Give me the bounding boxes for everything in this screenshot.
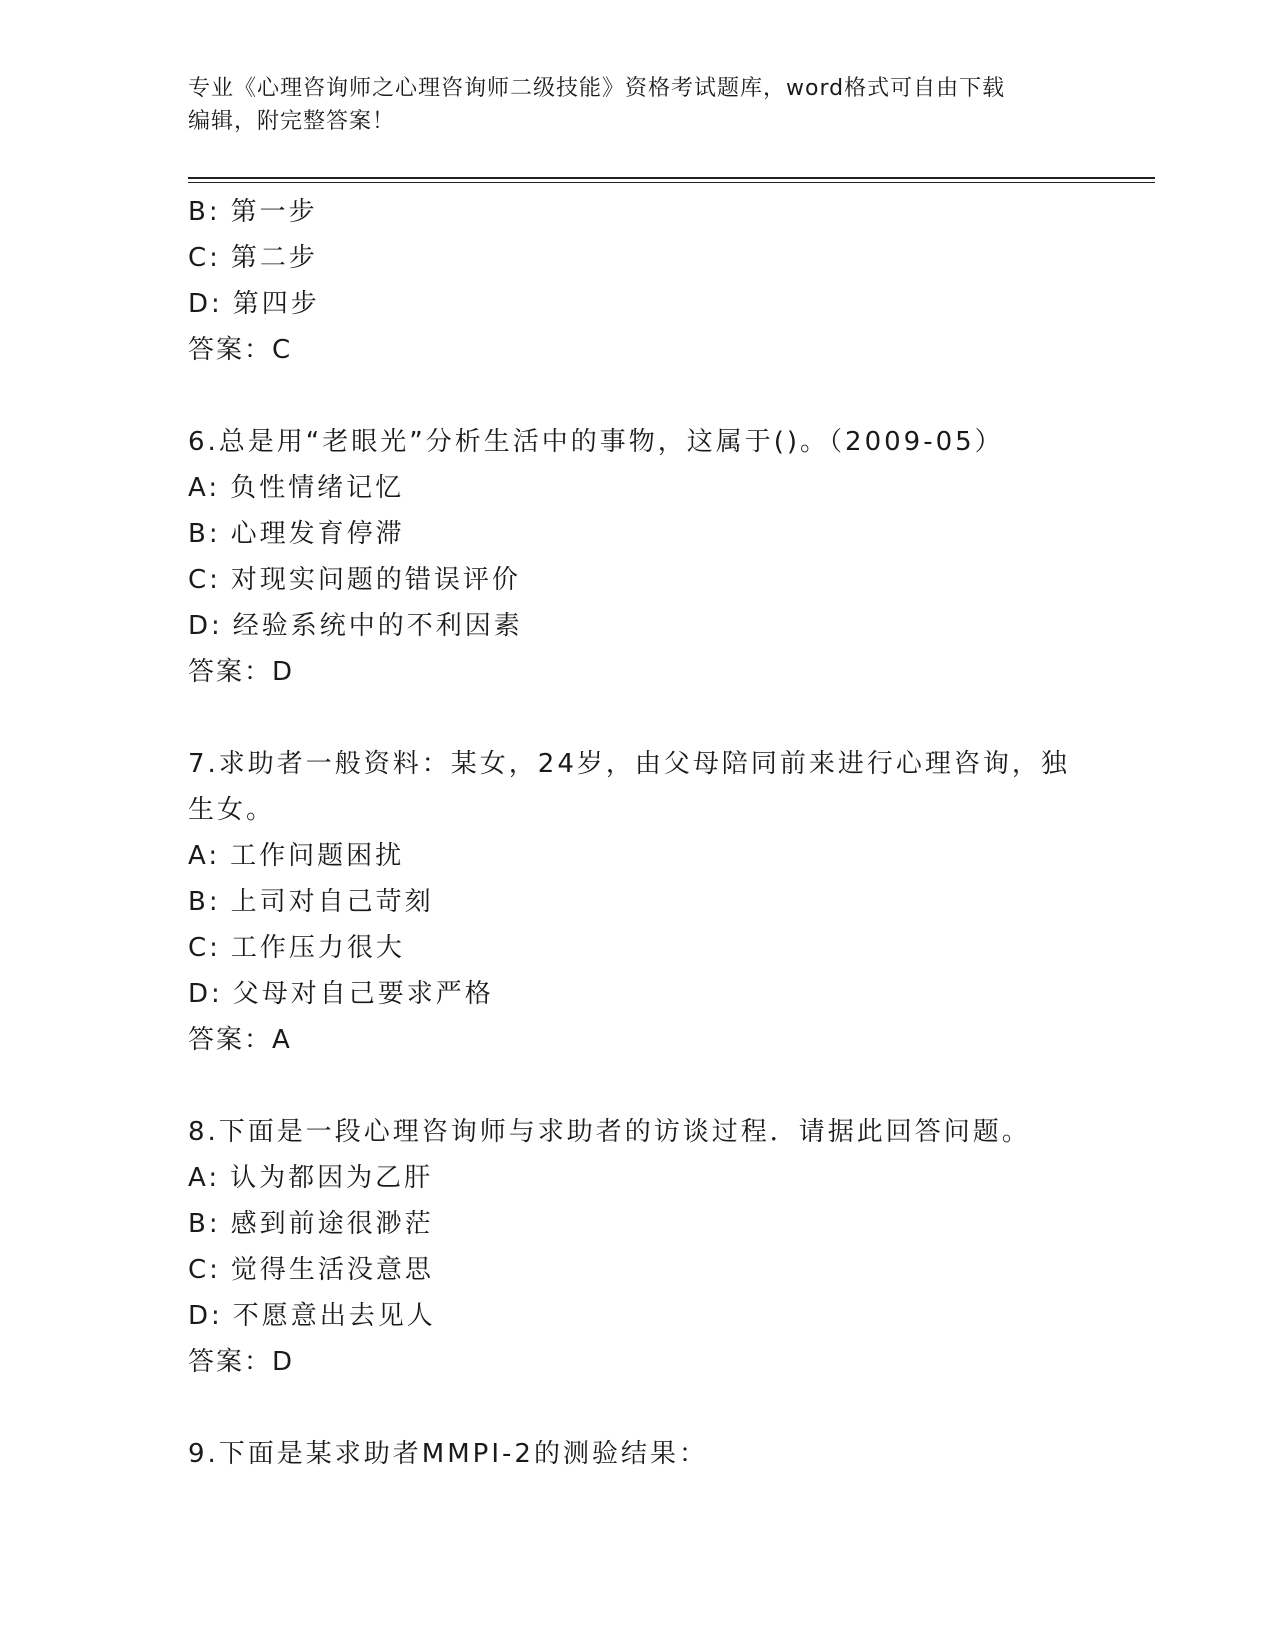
option-key: A:: [188, 473, 221, 503]
question-9: [188, 1431, 1088, 1477]
option-text: 经验系统中的不利因素: [232, 611, 523, 641]
header-line-1: 专业《心理咨询师之心理咨询师二级技能》资格考试题库，word格式可自由下载: [188, 76, 1006, 101]
question-text: 8.下面是一段心理咨询师与求助者的访谈过程．请据此回答问题。: [188, 1117, 1031, 1147]
option-key: C:: [188, 1255, 221, 1285]
option-key: B:: [188, 1209, 221, 1239]
option-key: C:: [188, 565, 221, 595]
option-key: D:: [188, 289, 223, 319]
option-c: [188, 1247, 1088, 1293]
option-text: 第一步: [230, 197, 318, 227]
question-8: [188, 1109, 1088, 1385]
option-key: D:: [188, 1301, 223, 1331]
option-c: [188, 925, 1088, 971]
option-a: [188, 465, 1088, 511]
option-a: [188, 1155, 1088, 1201]
option-key: A:: [188, 1163, 221, 1193]
option-text: 负性情绪记忆: [230, 473, 405, 503]
question-text: 6.总是用“老眼光”分析生活中的事物，这属于()。（2009-05）: [188, 427, 1004, 457]
option-text: 上司对自己苛刻: [230, 887, 434, 917]
question-6: [188, 419, 1088, 695]
option-d: [188, 281, 1088, 327]
option-b: [188, 1201, 1088, 1247]
option-key: D:: [188, 979, 223, 1009]
option-text: 工作问题困扰: [230, 841, 405, 871]
option-d: [188, 971, 1088, 1017]
option-a: [188, 833, 1088, 879]
answer-line: 答案：C: [188, 335, 293, 365]
option-c: [188, 235, 1088, 281]
question-continued: [188, 189, 1088, 373]
option-key: C:: [188, 933, 221, 963]
option-text: 对现实问题的错误评价: [230, 565, 521, 595]
option-text: 不愿意出去见人: [232, 1301, 436, 1331]
option-key: B:: [188, 519, 221, 549]
option-text: 第四步: [232, 289, 320, 319]
option-key: B:: [188, 887, 221, 917]
option-key: D:: [188, 611, 223, 641]
option-c: [188, 557, 1088, 603]
option-key: B:: [188, 197, 221, 227]
option-key: A:: [188, 841, 221, 871]
option-text: 工作压力很大: [230, 933, 405, 963]
header-line-2: 编辑，附完整答案！: [188, 109, 396, 134]
option-text: 认为都因为乙肝: [230, 1163, 434, 1193]
answer-line: 答案：D: [188, 1347, 295, 1377]
option-b: [188, 189, 1088, 235]
option-text: 心理发育停滞: [230, 519, 405, 549]
question-text: 7.求助者一般资料：某女，24岁，由父母陪同前来进行心理咨询，独: [188, 749, 1070, 779]
option-b: [188, 879, 1088, 925]
question-7: [188, 741, 1088, 1063]
option-d: [188, 603, 1088, 649]
option-d: [188, 1293, 1088, 1339]
page-header: [188, 72, 1088, 138]
option-text: 父母对自己要求严格: [232, 979, 494, 1009]
question-list: [188, 189, 1088, 1477]
option-key: C:: [188, 243, 221, 273]
header-divider-thick: [188, 177, 1155, 179]
option-text: 感到前途很渺茫: [230, 1209, 434, 1239]
question-text-continued: 生女。: [188, 795, 276, 825]
header-divider-thin: [188, 182, 1155, 183]
option-b: [188, 511, 1088, 557]
answer-line: 答案：D: [188, 657, 295, 687]
answer-line: 答案：A: [188, 1025, 292, 1055]
option-text: 觉得生活没意思: [230, 1255, 434, 1285]
option-text: 第二步: [230, 243, 318, 273]
question-text: 9.下面是某求助者MMPI-2的测验结果：: [188, 1439, 708, 1469]
